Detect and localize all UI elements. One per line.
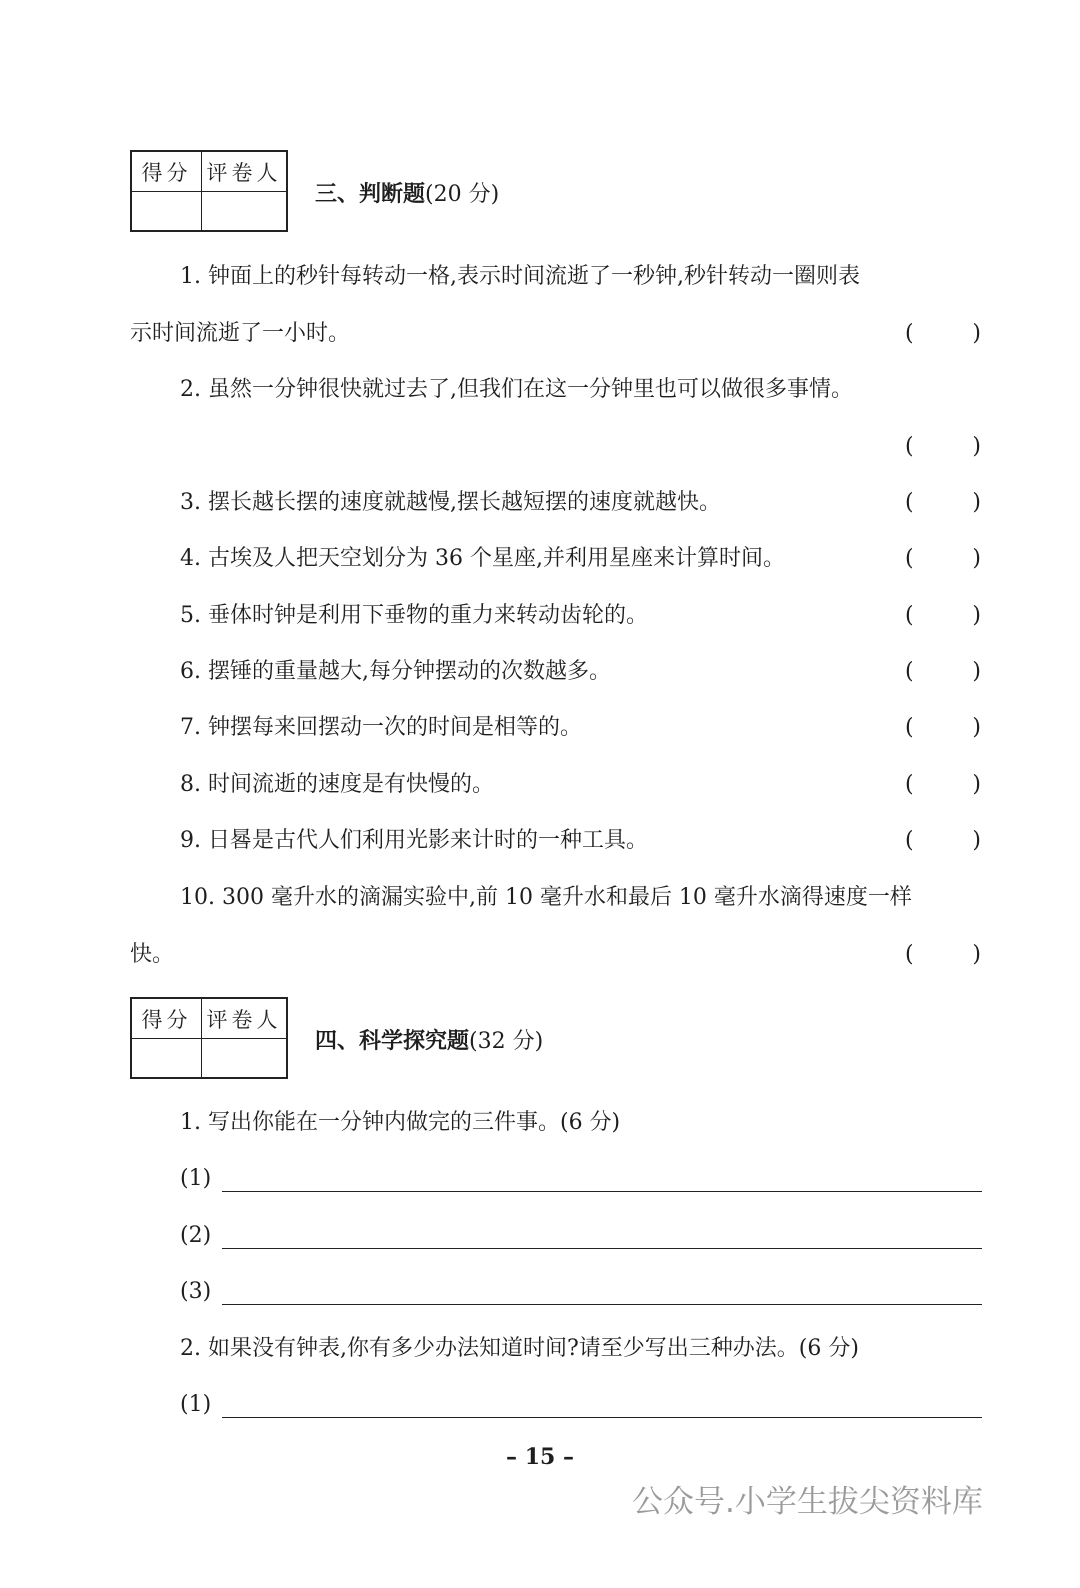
paren-close: ) (972, 321, 981, 346)
q3-5-line1: 5. 垂体时钟是利用下垂物的重力来转动齿轮的。 (180, 603, 648, 628)
section3-points: (20 分) (425, 182, 500, 207)
page-number: – 15 – (506, 1444, 574, 1470)
paren-open: ( (905, 828, 914, 853)
blank-label: (3) (180, 1279, 212, 1304)
answer-paren-10[interactable] (905, 940, 981, 970)
paren-open: ( (905, 546, 914, 571)
q3-1-line2: 示时间流逝了一小时。 (130, 321, 351, 346)
paren-close: ) (972, 434, 981, 459)
q3-6-line1: 6. 摆锤的重量越大,每分钟摆动的次数越多。 (180, 659, 611, 684)
paren-close: ) (972, 659, 981, 684)
q3-8-line1: 8. 时间流逝的速度是有快慢的。 (180, 772, 494, 797)
grader-entry-cell[interactable] (202, 192, 286, 230)
paren-close: ) (972, 715, 981, 740)
q3-3-line1: 3. 摆长越长摆的速度就越慢,摆长越短摆的速度就越快。 (180, 490, 721, 515)
answer-paren-4[interactable] (905, 544, 981, 574)
grader-entry-cell[interactable] (202, 1039, 286, 1077)
q3-2-line1: 2. 虽然一分钟很快就过去了,但我们在这一分钟里也可以做很多事情。 (180, 377, 853, 402)
paren-open: ( (905, 434, 914, 459)
blank-line[interactable] (222, 1248, 982, 1249)
blank-label: (1) (180, 1166, 212, 1191)
paren-close: ) (972, 942, 981, 967)
answer-paren-5[interactable] (905, 601, 981, 631)
watermark: 公众号.小学生拔尖资料库 (632, 1484, 983, 1520)
blank-line[interactable] (222, 1191, 982, 1192)
score-box-header-row (132, 152, 286, 192)
q3-9-line1: 9. 日晷是古代人们利用光影来计时的一种工具。 (180, 828, 648, 853)
score-entry-cell[interactable] (132, 192, 202, 230)
paren-open: ( (905, 772, 914, 797)
answer-paren-7[interactable] (905, 713, 981, 743)
score-box-entry-row (132, 192, 286, 230)
q4-1-text: 1. 写出你能在一分钟内做完的三件事。(6 分) (180, 1110, 621, 1135)
answer-blank-q2-1[interactable] (180, 1390, 982, 1420)
q3-1-line1: 1. 钟面上的秒针每转动一格,表示时间流逝了一秒钟,秒针转动一圈则表 (180, 264, 860, 289)
answer-paren-1[interactable] (905, 319, 981, 349)
grader-label: 评卷人 (206, 1007, 282, 1032)
answer-paren-8[interactable] (905, 770, 981, 800)
paren-close: ) (972, 490, 981, 515)
answer-paren-6[interactable] (905, 657, 981, 687)
paren-close: ) (972, 772, 981, 797)
paren-open: ( (905, 321, 914, 346)
paren-close: ) (972, 603, 981, 628)
blank-label: (2) (180, 1223, 212, 1248)
answer-paren-3[interactable] (905, 488, 981, 518)
score-entry-cell[interactable] (132, 1039, 202, 1077)
blank-label: (1) (180, 1392, 212, 1417)
section4-title (315, 1024, 543, 1055)
paren-close: ) (972, 828, 981, 853)
paren-open: ( (905, 715, 914, 740)
paren-open: ( (905, 659, 914, 684)
section3-title-text: 三、判断题 (315, 182, 426, 207)
section4-title-text: 四、科学探究题 (315, 1029, 470, 1054)
paren-close: ) (972, 546, 981, 571)
paren-open: ( (905, 490, 914, 515)
score-label: 得分 (132, 999, 202, 1038)
answer-blank-q1-2[interactable] (180, 1221, 982, 1251)
q3-7-line1: 7. 钟摆每来回摆动一次的时间是相等的。 (180, 715, 582, 740)
answer-paren-2[interactable] (905, 432, 981, 462)
q3-10-line1: 10. 300 毫升水的滴漏实验中,前 10 毫升水和最后 10 毫升水滴得速度一样 (180, 885, 912, 910)
score-box-entry-row (132, 1039, 286, 1077)
answer-paren-9[interactable] (905, 826, 981, 856)
q3-4-line1: 4. 古埃及人把天空划分为 36 个星座,并利用星座来计算时间。 (180, 546, 785, 571)
section3-title (315, 177, 499, 208)
score-box-section3 (130, 150, 288, 232)
q4-2-text: 2. 如果没有钟表,你有多少办法知道时间?请至少写出三种办法。(6 分) (180, 1336, 859, 1361)
section4-points: (32 分) (469, 1029, 544, 1054)
score-box-section4 (130, 997, 288, 1079)
paren-open: ( (905, 942, 914, 967)
score-box-header-row (132, 999, 286, 1039)
answer-blank-q1-3[interactable] (180, 1277, 982, 1307)
paren-open: ( (905, 603, 914, 628)
q3-10-line2: 快。 (130, 942, 175, 967)
score-label: 得分 (132, 152, 202, 191)
answer-blank-q1-1[interactable] (180, 1164, 982, 1194)
blank-line[interactable] (222, 1304, 982, 1305)
blank-line[interactable] (222, 1417, 982, 1418)
grader-label: 评卷人 (206, 160, 282, 185)
